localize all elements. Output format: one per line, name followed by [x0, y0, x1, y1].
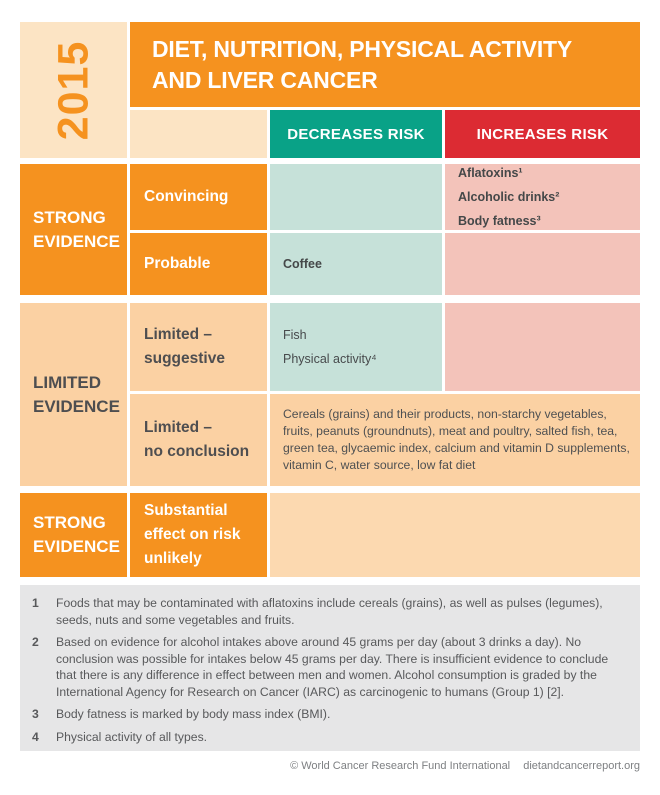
limited-suggestive-decreases-cell: Fish Physical activity⁴: [270, 303, 442, 391]
limited-no-conclusion-label: Limited – no conclusion: [130, 394, 267, 486]
convincing-label: Convincing: [130, 164, 267, 230]
page-title: DIET, NUTRITION, PHYSICAL ACTIVITY AND LIVER CANCER: [152, 35, 573, 93]
probable-label: Probable: [130, 233, 267, 295]
footnote-1-number: 1: [32, 596, 39, 610]
substantial-effect-label: Substantial effect on risk unlikely: [130, 493, 267, 577]
probable-increases-cell: [445, 233, 640, 295]
footnote-4: [32, 729, 626, 746]
footnote-2-number: 2: [32, 635, 39, 649]
footnote-3-number: 3: [32, 707, 39, 721]
limited-suggestive-increases-cell: [445, 303, 640, 391]
footnote-2-text: Based on evidence for alcohol intakes above around 45 grams per day (about 3 drinks a day). No conclusion was possible for intakes below 45 grams per day. There is insufficient evidence to conclude that there is any difference in effect between men and women. Alcohol consumption is graded by the International Agency for Research on Cancer (IARC) as carcinogenic to humans (Group 1) [2].: [56, 635, 609, 699]
year-label: 2015: [48, 40, 97, 140]
footnote-4-text: Physical activity of all types.: [56, 729, 208, 744]
title-banner: [130, 22, 640, 107]
website-text: dietandcancerreport.org: [523, 760, 640, 772]
decreases-risk-header: DECREASES RISK: [270, 110, 442, 158]
footnote-3: [32, 706, 626, 723]
footnote-3-text: Body fatness is marked by body mass index (BMI).: [56, 707, 331, 721]
probable-decreases-cell: Coffee: [270, 233, 442, 295]
footnotes-panel: [20, 585, 640, 751]
convincing-decreases-cell: [270, 164, 442, 230]
footnote-4-number: 4: [32, 729, 39, 744]
convincing-increases-cell: Aflatoxins¹ Alcoholic drinks² Body fatness³: [445, 164, 640, 230]
corner-spacer-cell: [130, 110, 267, 158]
strong-evidence-bottom-label: STRONG EVIDENCE: [20, 493, 127, 577]
year-cell: [20, 22, 127, 158]
page-footer: [20, 760, 640, 772]
footnote-1: [32, 595, 626, 628]
strong-evidence-top-label: STRONG EVIDENCE: [20, 164, 127, 295]
increases-risk-header: INCREASES RISK: [445, 110, 640, 158]
limited-no-conclusion-content-cell: Cereals (grains) and their products, non-starchy vegetables, fruits, peanuts (groundnuts), meat and poultry, salted fish, tea, green tea, glycaemic index, calcium and vitamin D supplements, vitamin C, water source, low fat diet: [270, 394, 640, 486]
footnote-2: [32, 634, 626, 700]
limited-suggestive-label: Limited – suggestive: [130, 303, 267, 391]
footnote-1-text: Foods that may be contaminated with aflatoxins include cereals (grains), as well as pulses (legumes), seeds, nuts and some vegetables and fruits.: [56, 596, 603, 627]
copyright-text: © World Cancer Research Fund International: [290, 760, 511, 772]
substantial-effect-content-cell: [270, 493, 640, 577]
limited-evidence-label: LIMITED EVIDENCE: [20, 303, 127, 486]
